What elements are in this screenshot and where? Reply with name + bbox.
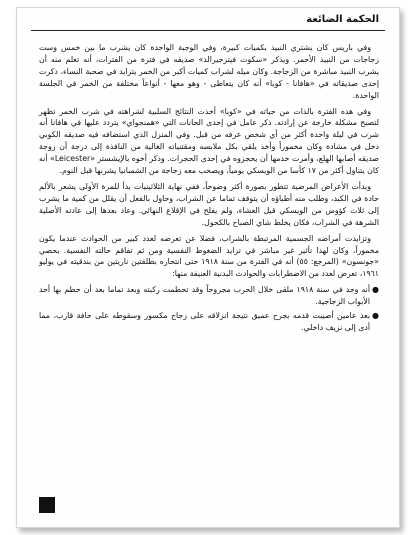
bullet-list	[39, 284, 379, 334]
bullet-dot-icon: ●	[372, 285, 379, 295]
end-of-section-square-icon	[39, 497, 55, 513]
body-text	[39, 42, 379, 336]
paragraph: وبدأت الأعراض المرضية تتطور بصورة أكثر وضوحاً، ففي نهاية الثلاثينيات بدأ للمرة الأولى يشعر بالألم حادة في الكبد، وطلب منه أطباؤه أن يتوقف تماما عن الشراب، وحاول بالفعل أن يقلل من كمية ما يشرب إلى ثلاث كؤوس من الويسكي قبل العشاء، ولم يفلح في الإقلاع النهائي. وعاد بعدها إلى عادته الأصلية الشرهة في الشراب، فكان يخلط شاي الصباح بالكحول.	[39, 181, 379, 227]
paragraph: وفي باريس كان يشتري النبيذ بكميات كبيرة، وفي الوجبة الواحدة كان يشرب ما بين خمس وست زجاجات من النبيذ الأحمر. ويذكر «سكوت فيتزجيرالد» صديقه في فترة من الفترات، أنه تعلم منه أن يشرب النبيذ مباشرة من الزجاجة. وكان ميله لشراب كميات أكبر من الخمر يتزايد في صحبة النساء، ذكرت إحدى صديقاته في «هافانا - كوبا» أنه كان يتعاطى - وهو معها - أنواعاً مختلفة من الخمر في الجلسة الواحدة.	[39, 43, 379, 100]
running-header-title: الحكمة الضائعة	[306, 14, 379, 25]
bullet-text: بعد عامين أصيبت قدمه بجرح عميق نتيجة انزلاقه على زجاج مكسور وسقوطه على حافة قارب، مما أدى إلى نزيف داخلي.	[39, 311, 370, 332]
paragraph: وفي هذه الفترة بالذات من حياته في «كوبا» أخذت النتائج السلبية لشراهته في شرب الخمر تظهر لتصبح مشكلة خارجة عن إرادته. ذكر عامل في إحدى الحانات التي «همنجواي» يتردد عليها في هافانا أنه شرب في ليلة واحدة أكثر من أي شخص عرفه من قبل. وفي المنزل الذي استضافه فيه صديقه الكوبي دخل في مشادة وكان مخموراً وأخذ يلقي بكل ملابسه ومقتنياته الغالية من النافذة إلى درجة أن زوجة صديقه أصابها الهلع، وأمرت خدمها أن يحجزوه في إحدى الحجرات. وذكر أخوه بالإيشستر «Leicester» أنه كان يتناول أكثر من ١٧ كأسا من الويسكي يومياً، ويصحب معه زجاجة من الشمبانيا يشربها قبل النوم.	[39, 106, 380, 176]
bullet-dot-icon: ●	[372, 311, 379, 321]
book-page	[16, 7, 400, 528]
bullet-text: أنه وجد في سنة ١٩١٨ ملقى خلال الحرب مجروحاً وقد تحطمت ركبته وبعد تماما بعد أن حطم بها أحد الأبواب الزجاجية.	[39, 285, 370, 307]
bullet-item	[39, 284, 379, 308]
running-header	[17, 8, 399, 34]
paragraph: وتزايدت أمراضه الجسمية المرتبطة بالشراب، فضلا عن تعرضه لعدد كبير من الحوادث عندما يكون مخموراً، وكان لهذا تأثير غير مباشر في تزايد الضغوط النفسية ومن ثم تفاقم حالته النفسية. يحصي «جونسون» (المرجع: ٥٥) أنه في الفترة من سنة ١٩١٨ حتى انتحاره بطلقتين ناريتين من بندقيته في يوليو ١٩٦١، تعرض لعدد من الاضطرابات والحوادث البدنية العنيفة منها:	[39, 233, 379, 279]
header-rule	[31, 30, 385, 31]
bullet-item	[39, 310, 379, 334]
